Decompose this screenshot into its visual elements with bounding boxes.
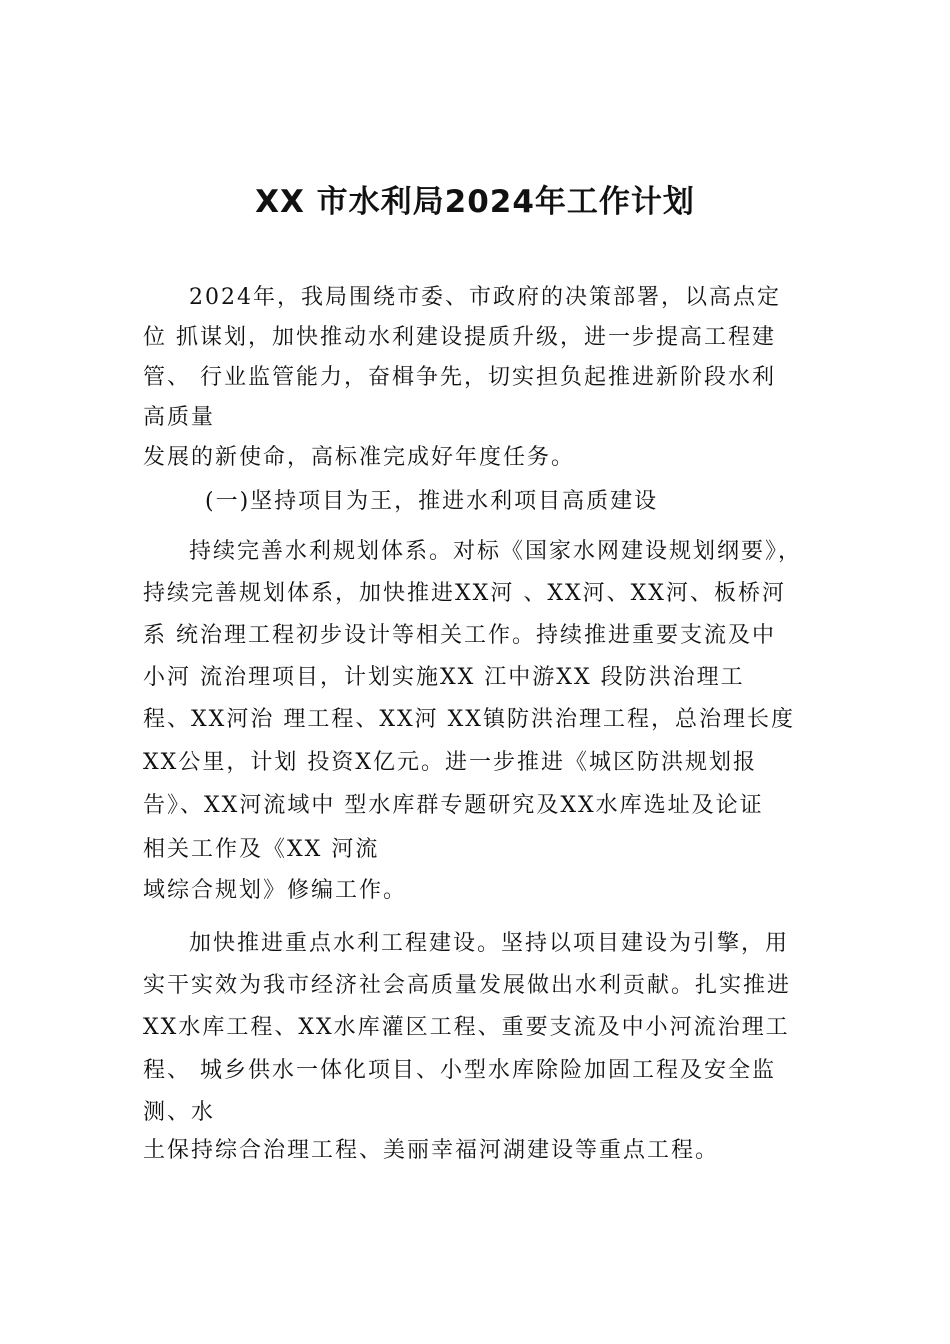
- paragraph-1-line-1: 2024年，我局围绕市委、市政府的决策部署，以高点定: [189, 285, 781, 310]
- paragraph-1-line-2: 位 抓谋划，加快推动水利建设提质升级，进一步提高工程建: [143, 325, 776, 350]
- paragraph-2-line-7: 告》、XX河流域中 型水库群专题研究及XX水库选址及论证: [143, 793, 764, 818]
- paragraph-2-line-4: 小河 流治理项目，计划实施XX 江中游XX 段防洪治理工: [143, 665, 745, 690]
- paragraph-2-line-6: XX公里，计划 投资X亿元。进一步推进《城区防洪规划报: [143, 750, 757, 775]
- section-heading-1: (一)坚持项目为王，推进水利项目高质建设: [205, 489, 659, 514]
- paragraph-3-line-3: XX水库工程、XX水库灌区工程、重要支流及中小河流治理工: [143, 1015, 790, 1040]
- paragraph-1-line-5: 发展的新使命，高标准完成好年度任务。: [143, 445, 576, 470]
- paragraph-3-line-4: 程、 城乡供水一体化项目、小型水库除险加固工程及安全监: [143, 1058, 776, 1083]
- paragraph-3-line-5: 测、水: [143, 1100, 216, 1125]
- paragraph-1-line-4: 高质量: [143, 405, 216, 430]
- paragraph-2-line-9: 域综合规划》修编工作。: [143, 878, 408, 903]
- paragraph-2-line-2: 持续完善规划体系，加快推进XX河 、XX河、XX河、板桥河: [143, 581, 786, 606]
- document-title: XX 市水利局2024年工作计划: [255, 184, 695, 220]
- paragraph-2-line-8: 相关工作及《XX 河流: [143, 837, 380, 862]
- paragraph-3-line-6: 土保持综合治理工程、美丽幸福河湖建设等重点工程。: [143, 1138, 720, 1163]
- paragraph-2-line-3: 系 统治理工程初步设计等相关工作。持续推进重要支流及中: [143, 623, 776, 648]
- paragraph-2-line-1: 持续完善水利规划体系。对标《国家水网建设规划纲要》，: [189, 539, 803, 564]
- paragraph-3-line-1: 加快推进重点水利工程建设。坚持以项目建设为引擎，用: [189, 931, 790, 956]
- paragraph-2-line-5: 程、XX河治 理工程、XX河 XX镇防洪治理工程，总治理长度: [143, 707, 795, 732]
- paragraph-3-line-2: 实干实效为我市经济社会高质量发展做出水利贡献。扎实推进: [143, 973, 792, 998]
- paragraph-1-line-3: 管、 行业监管能力，奋楫争先，切实担负起推进新阶段水利: [143, 365, 776, 390]
